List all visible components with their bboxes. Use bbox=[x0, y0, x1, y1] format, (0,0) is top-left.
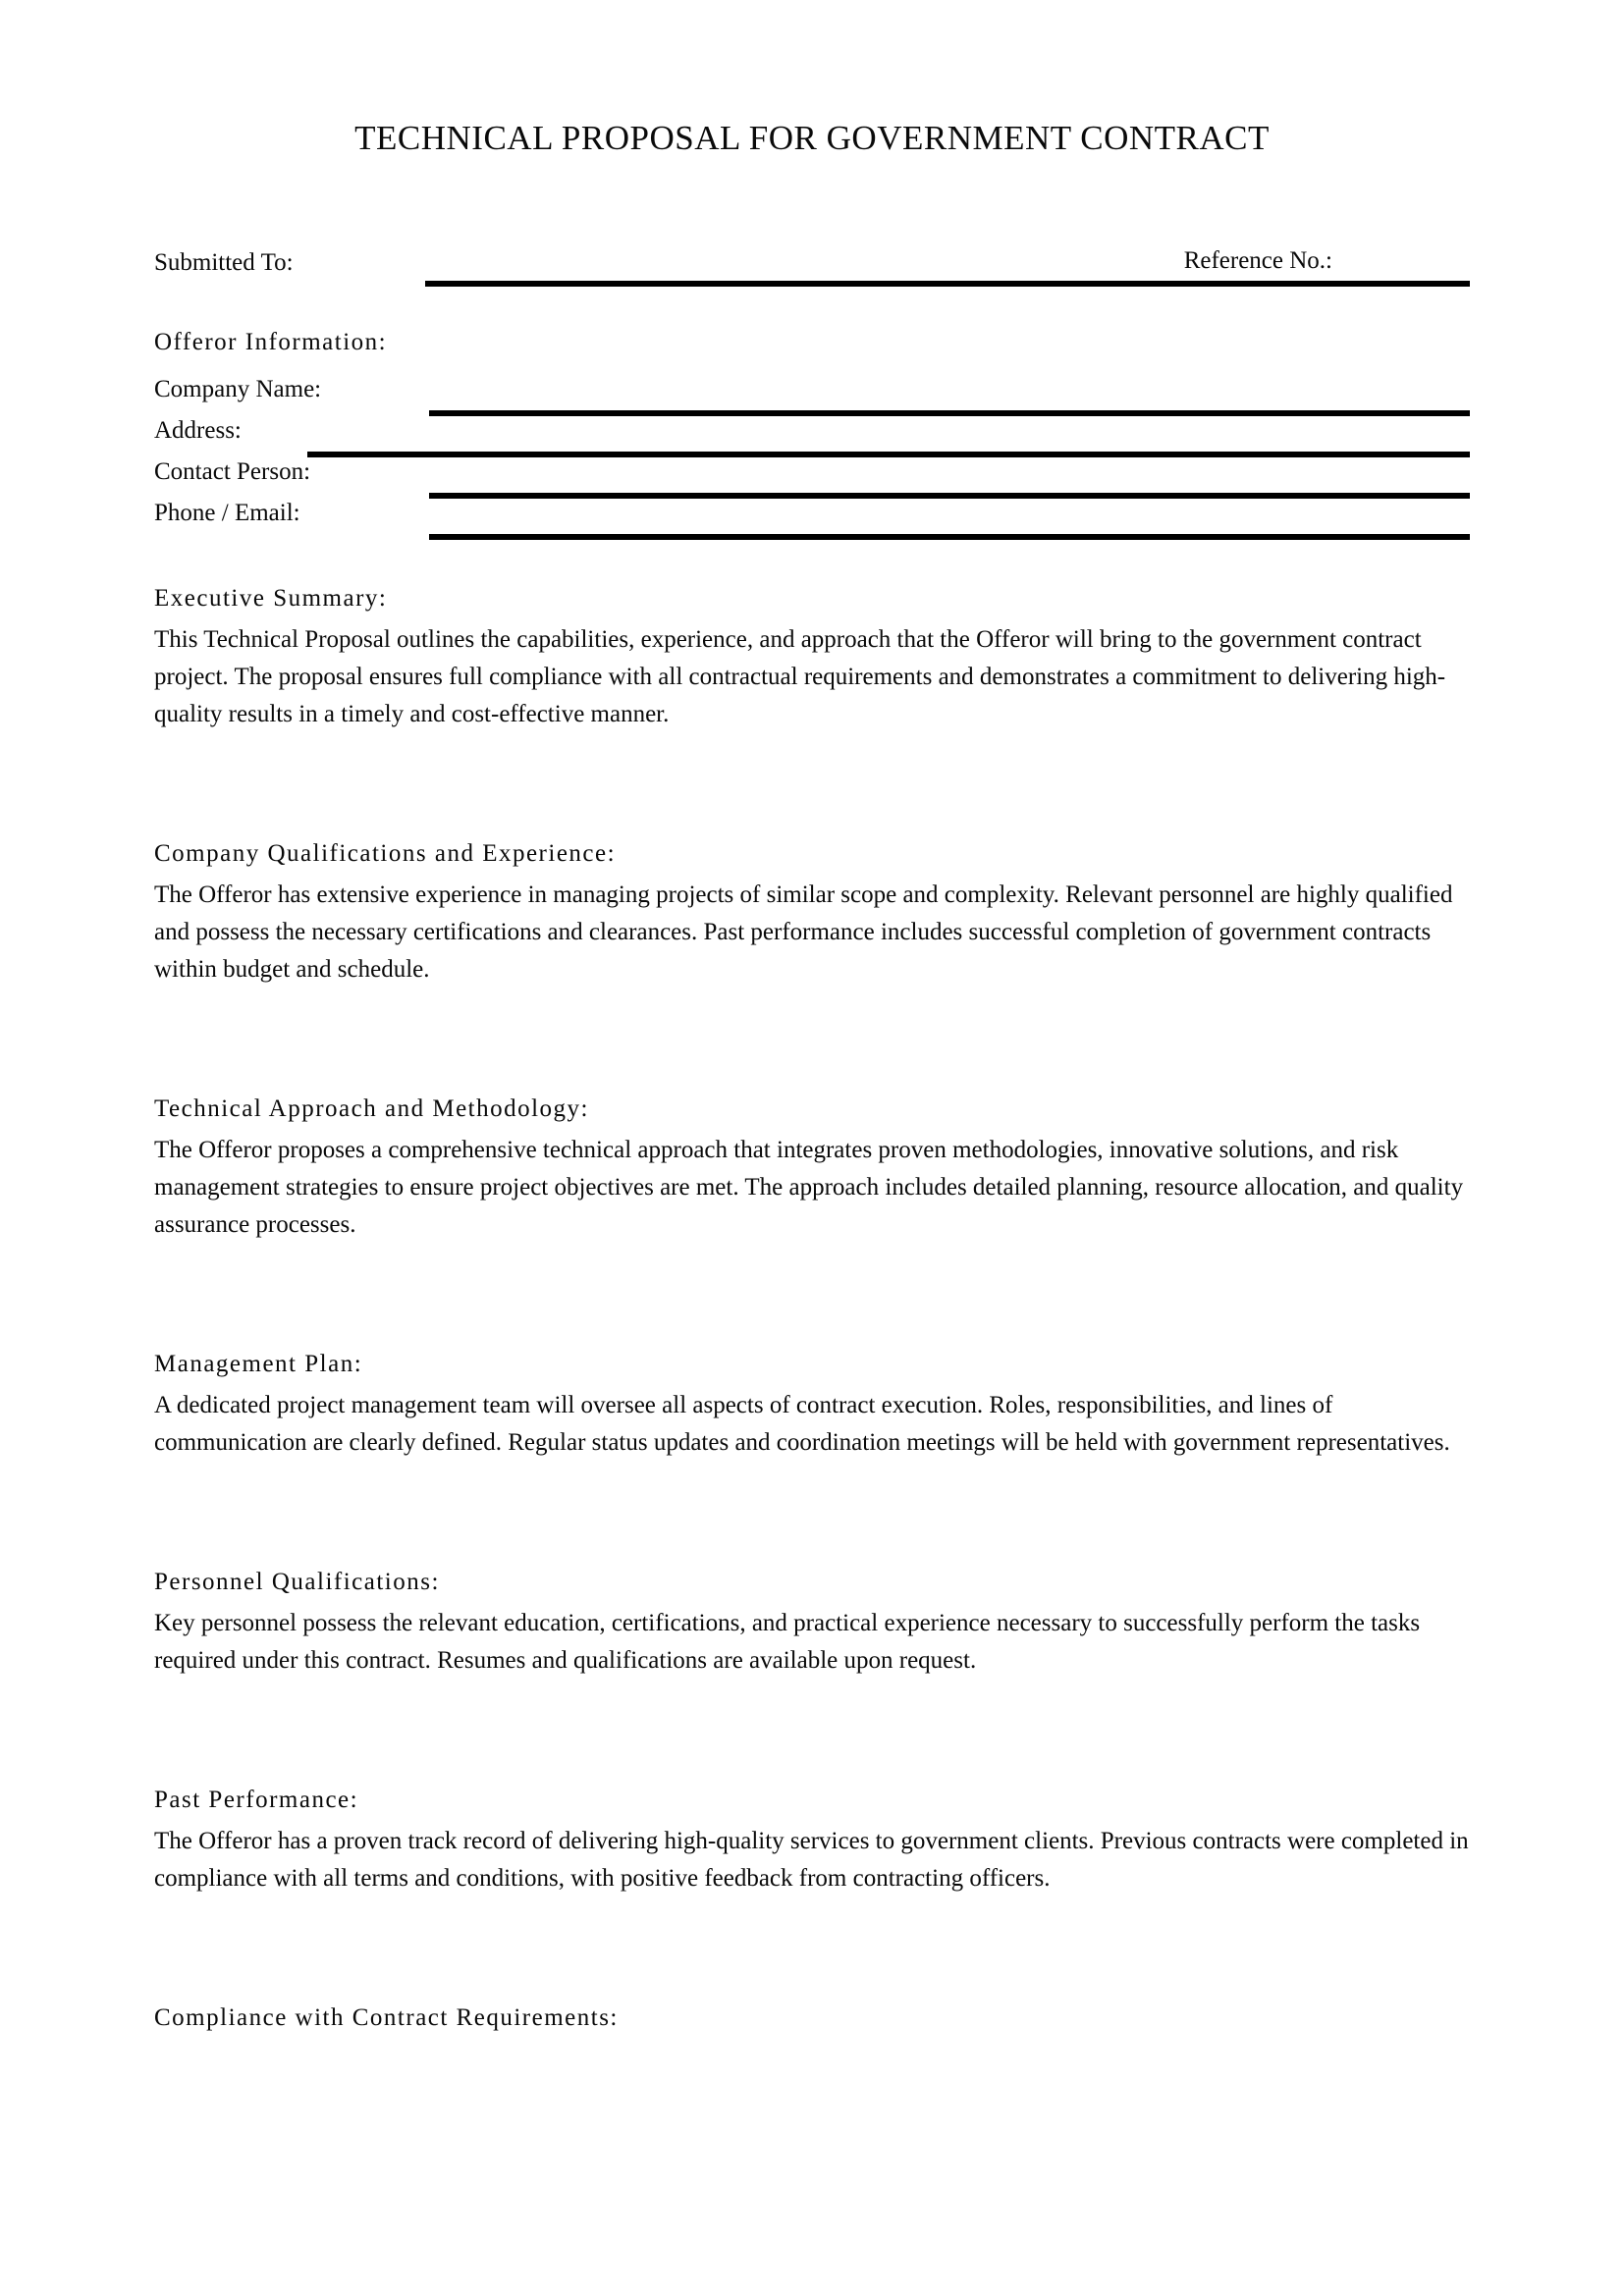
section-paragraph-company-qualifications-and-experience: The Offeror has extensive experience in managing projects of similar scope and complexity. Relevant personnel are highly qualified and possess the necessary certifications and clearances. Past performance includes successful completion of government contracts within budget and schedule. bbox=[154, 881, 1453, 983]
section-heading-personnel-qualifications: Personnel Qualifications: bbox=[154, 1569, 440, 1595]
form-field-row bbox=[154, 375, 1470, 416]
section-heading-technical-approach-and-methodology: Technical Approach and Methodology: bbox=[154, 1095, 590, 1122]
offeror-information-block bbox=[154, 328, 1470, 540]
section-executive-summary bbox=[154, 584, 1470, 733]
form-field-row bbox=[154, 499, 1470, 540]
form-field-row bbox=[154, 416, 1470, 457]
form-field-row bbox=[154, 457, 1470, 499]
address-fill-line[interactable] bbox=[307, 416, 1470, 457]
section-heading-executive-summary: Executive Summary: bbox=[154, 585, 388, 612]
company-name-fill-line[interactable] bbox=[429, 375, 1470, 416]
phone-email-fill-line[interactable] bbox=[429, 499, 1470, 540]
section-personnel-qualifications bbox=[154, 1568, 1470, 1680]
contact-person-label: Contact Person: bbox=[154, 458, 311, 485]
section-paragraph-past-performance: The Offeror has a proven track record of delivering high-quality services to government clients. Previous contracts were completed in compliance with all terms and conditions, with positive feedback from contracting officers. bbox=[154, 1828, 1469, 1892]
section-heading-past-performance: Past Performance: bbox=[154, 1787, 359, 1813]
contact-person-fill-line[interactable] bbox=[429, 457, 1470, 499]
section-management-plan bbox=[154, 1350, 1470, 1462]
phone-email-label: Phone / Email: bbox=[154, 500, 300, 526]
section-paragraph-management-plan: A dedicated project management team will oversee all aspects of contract execution. Roles, responsibilities, and lines of communication are clearly defined. Regular status updates and coordination meetings will be held with government representatives. bbox=[154, 1392, 1450, 1456]
submitted-to-fill-line[interactable] bbox=[425, 246, 1470, 287]
section-heading-management-plan: Management Plan: bbox=[154, 1351, 363, 1377]
proposal-sections bbox=[154, 584, 1470, 2033]
section-technical-approach-and-methodology bbox=[154, 1095, 1470, 1244]
submitted-to-row bbox=[154, 246, 1470, 287]
section-paragraph-executive-summary: This Technical Proposal outlines the capabilities, experience, and approach that the Offeror will bring to the government contract project. The proposal ensures full compliance with all contractual requirements and demonstrates a commitment to delivering high-quality results in a timely and cost-effective manner. bbox=[154, 626, 1446, 727]
section-heading-company-qualifications-and-experience: Company Qualifications and Experience: bbox=[154, 840, 617, 867]
section-past-performance bbox=[154, 1786, 1470, 1897]
section-paragraph-personnel-qualifications: Key personnel possess the relevant education, certifications, and practical experience necessary to successfully perform the tasks required under this contract. Resumes and qualifications are available upon request. bbox=[154, 1610, 1421, 1674]
offeror-information-heading: Offeror Information: bbox=[154, 329, 388, 355]
section-compliance-with-contract-requirements bbox=[154, 2003, 1470, 2033]
section-heading-compliance-with-contract-requirements: Compliance with Contract Requirements: bbox=[154, 2004, 619, 2031]
reference-no-label: Reference No.: bbox=[1183, 247, 1332, 274]
document-title: TECHNICAL PROPOSAL FOR GOVERNMENT CONTRACT bbox=[354, 119, 1270, 157]
company-name-label: Company Name: bbox=[154, 376, 322, 402]
address-label: Address: bbox=[154, 417, 242, 444]
offeror-fields bbox=[154, 375, 1470, 540]
section-paragraph-technical-approach-and-methodology: The Offeror proposes a comprehensive technical approach that integrates proven methodologies, innovative solutions, and risk management strategies to ensure project objectives are met. The approach includes detailed planning, resource allocation, and quality assurance processes. bbox=[154, 1137, 1464, 1238]
submitted-to-label: Submitted To: bbox=[154, 249, 294, 276]
section-company-qualifications-and-experience bbox=[154, 839, 1470, 988]
